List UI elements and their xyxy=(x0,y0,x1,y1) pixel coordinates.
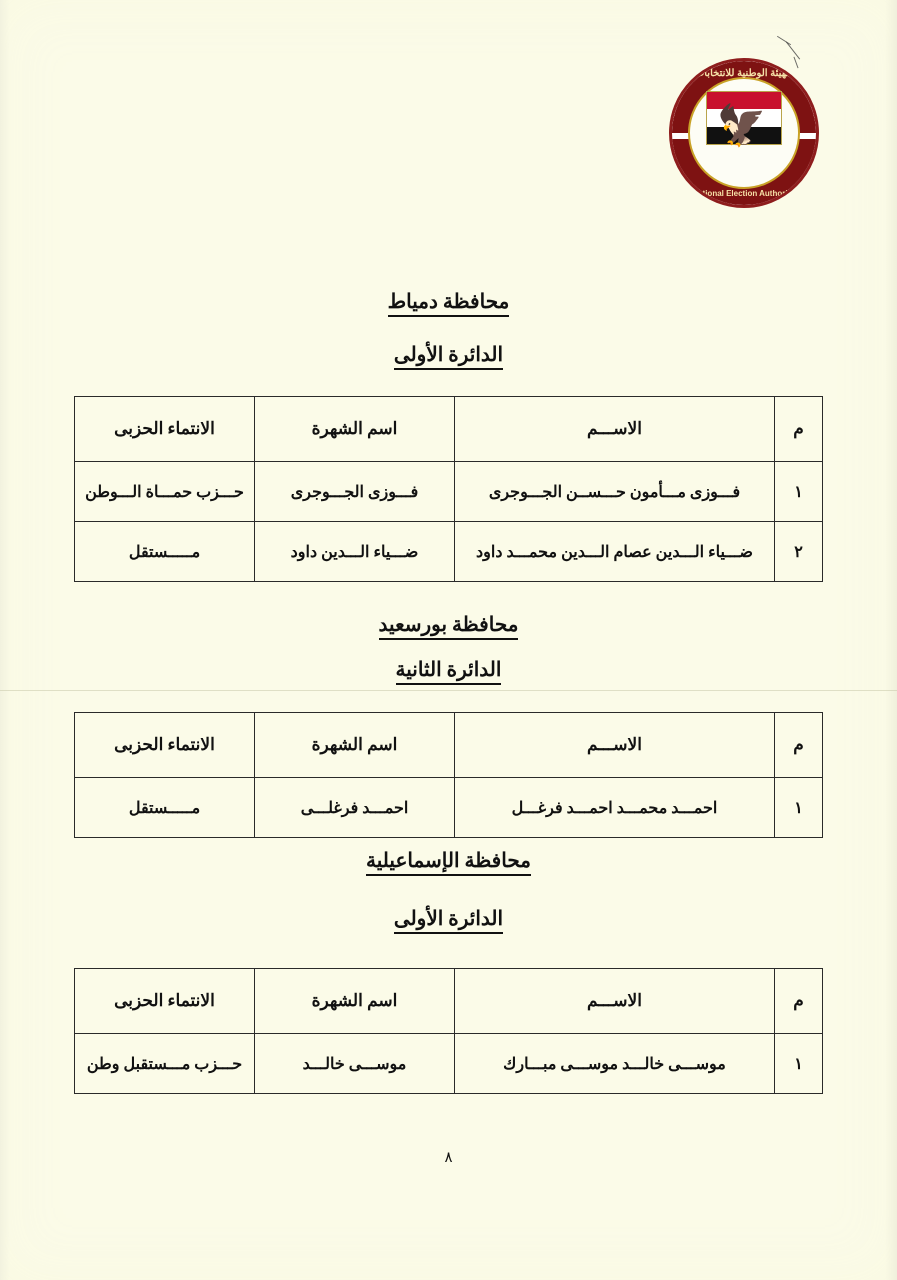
table-row xyxy=(75,522,823,582)
table-row xyxy=(75,462,823,522)
cell-party: حـــزب مـــستقبل وطن xyxy=(75,1034,255,1094)
table-header-row xyxy=(75,713,823,778)
cell-alias: ضـــياء الـــدين داود xyxy=(255,522,455,582)
cell-name: احمـــد محمـــد احمـــد فرغـــل xyxy=(455,778,775,838)
column-header-name: الاســـم xyxy=(455,713,775,778)
candidates-table-3-wrap xyxy=(0,968,897,1094)
column-header-party: الانتماء الحزبى xyxy=(75,713,255,778)
column-header-number: م xyxy=(775,713,823,778)
cell-party: مـــــستقل xyxy=(75,522,255,582)
cell-alias: فـــوزى الجـــوجرى xyxy=(255,462,455,522)
district-heading-2: الدائرة الثانية xyxy=(0,657,897,682)
column-header-alias: اسم الشهرة xyxy=(255,397,455,462)
column-header-number: م xyxy=(775,397,823,462)
logo-english-text: National Election Authority xyxy=(692,189,795,198)
column-header-alias: اسم الشهرة xyxy=(255,969,455,1034)
eagle-icon: 🦅 xyxy=(716,103,767,148)
governorate-heading-1: محافظة دمياط xyxy=(0,289,897,314)
table-row xyxy=(75,1034,823,1094)
logo-arabic-text: الهيئة الوطنية للانتخابات xyxy=(694,68,793,79)
logo-emblem xyxy=(669,58,819,208)
district-heading-3: الدائرة الأولى xyxy=(0,906,897,931)
candidates-table-2 xyxy=(74,712,823,838)
candidates-table-1 xyxy=(74,396,823,582)
page-fold-line xyxy=(0,690,897,691)
cell-name: موســـى خالـــد موســـى مبـــارك xyxy=(455,1034,775,1094)
table-header-row xyxy=(75,397,823,462)
page-number: ٨ xyxy=(444,1150,453,1166)
column-header-name: الاســـم xyxy=(455,397,775,462)
cell-alias: احمـــد فرغلـــى xyxy=(255,778,455,838)
cell-number: ١ xyxy=(775,1034,823,1094)
column-header-party: الانتماء الحزبى xyxy=(75,397,255,462)
column-header-name: الاســـم xyxy=(455,969,775,1034)
authority-logo xyxy=(659,58,819,218)
column-header-alias: اسم الشهرة xyxy=(255,713,455,778)
governorate-heading-2: محافظة بورسعيد xyxy=(0,612,897,637)
governorate-heading-3: محافظة الإسماعيلية xyxy=(0,848,897,873)
cell-alias: موســـى خالـــد xyxy=(255,1034,455,1094)
district-heading-1: الدائرة الأولى xyxy=(0,342,897,367)
cell-name: ضـــياء الـــدين عصام الـــدين محمـــد داود xyxy=(455,522,775,582)
cell-number: ١ xyxy=(775,462,823,522)
table-header-row xyxy=(75,969,823,1034)
cell-party: حـــزب حمـــاة الـــوطن xyxy=(75,462,255,522)
table-row xyxy=(75,778,823,838)
cell-party: مـــــستقل xyxy=(75,778,255,838)
candidates-table-2-wrap xyxy=(0,712,897,838)
cell-number: ١ xyxy=(775,778,823,838)
cell-number: ٢ xyxy=(775,522,823,582)
cell-name: فـــوزى مـــأمون حـــســن الجـــوجرى xyxy=(455,462,775,522)
candidates-table-3 xyxy=(74,968,823,1094)
candidates-table-1-wrap xyxy=(0,396,897,582)
column-header-number: م xyxy=(775,969,823,1034)
column-header-party: الانتماء الحزبى xyxy=(75,969,255,1034)
